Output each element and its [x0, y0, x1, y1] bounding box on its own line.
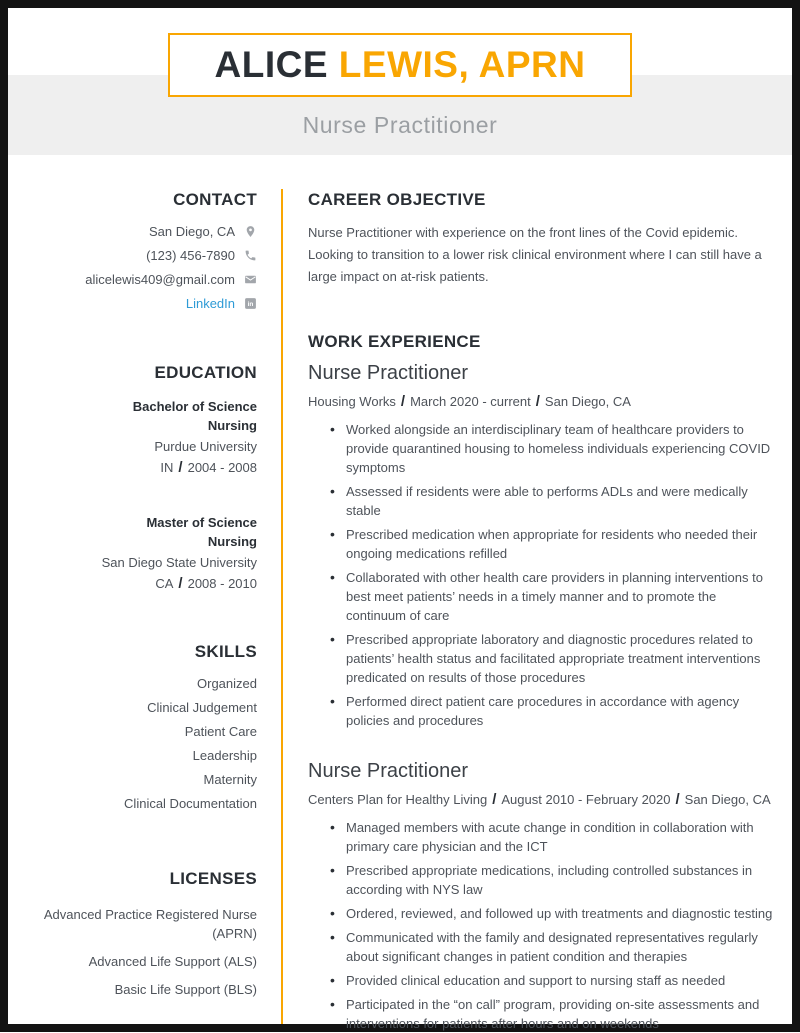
contact-item-location	[18, 224, 257, 239]
svg-text:in: in	[247, 301, 254, 309]
licenses-heading: LICENSES	[169, 869, 257, 888]
contact-email-label: alicelewis409@gmail.com	[85, 272, 235, 287]
separator-slash: /	[178, 459, 183, 476]
contact-heading: CONTACT	[173, 190, 257, 209]
sidebar	[8, 155, 281, 1024]
job-role: Nurse Practitioner	[308, 362, 469, 384]
header	[8, 8, 792, 155]
job-company: Centers Plan for Healthy Living	[308, 792, 488, 807]
education-entry	[18, 397, 257, 477]
job-bullet: • Worked alongside an interdisciplinary team of healthcare providers to provide quarantined housing to homeless individuals experiencing COVID symptoms	[346, 420, 778, 477]
job-bullet: • Ordered, reviewed, and followed up with treatments and diagnostic testing	[346, 904, 778, 923]
job-role: Nurse Practitioner	[308, 760, 469, 782]
education-section	[18, 363, 257, 593]
skills-section	[18, 642, 257, 811]
license-item: Advanced Practice Registered Nurse (APRN)	[43, 907, 257, 941]
job-bullet-list	[308, 420, 778, 730]
page-subtitle: Nurse Practitioner	[302, 112, 498, 138]
job-entry	[308, 760, 778, 1033]
education-state: CA	[155, 576, 174, 591]
skill-item: Leadership	[192, 748, 257, 763]
separator-slash: /	[178, 575, 183, 592]
license-item: Advanced Life Support (ALS)	[88, 954, 257, 969]
job-meta	[308, 791, 778, 808]
education-years: 2004 - 2008	[187, 460, 257, 475]
education-years: 2008 - 2010	[187, 576, 257, 591]
job-bullet: • Prescribed appropriate medications, including controlled substances in according with NYS law	[346, 861, 778, 899]
job-entry	[308, 362, 778, 730]
licenses-section	[18, 869, 257, 999]
separator-slash: /	[492, 791, 497, 808]
skill-item: Maternity	[203, 772, 257, 787]
job-company: Housing Works	[308, 394, 396, 409]
job-bullet: • Prescribed medication when appropriate for residents who needed their ongoing medications refilled	[346, 525, 778, 563]
linkedin-icon[interactable]	[244, 297, 257, 310]
job-location: San Diego, CA	[684, 792, 771, 807]
contact-location-label: San Diego, CA	[149, 224, 235, 239]
skills-heading: SKILLS	[194, 642, 257, 661]
contact-item-email	[18, 272, 257, 287]
separator-slash: /	[400, 393, 406, 410]
work-experience-section	[308, 332, 778, 1033]
phone-icon	[244, 249, 257, 262]
job-bullet: • Communicated with the family and designated representatives regularly about significant changes in patient condition and therapies	[346, 928, 778, 966]
main-column	[283, 155, 792, 1031]
school-name: San Diego State University	[101, 555, 257, 570]
career-objective-heading: CAREER OBJECTIVE	[308, 190, 486, 209]
skill-item: Clinical Documentation	[124, 796, 257, 811]
job-bullet: • Assessed if residents were able to performs ADLs and were medically stable	[346, 482, 778, 520]
career-objective-text: Nurse Practitioner with experience on the front lines of the Covid epidemic. Looking to transition to a lower risk clinical environment where I can still have a large impact on at-risk patients.	[308, 225, 762, 284]
skill-item: Clinical Judgement	[147, 700, 257, 715]
career-objective-section	[308, 190, 778, 288]
job-bullet: • Prescribed appropriate laboratory and diagnostic procedures related to patients’ health status and facilitated appropriate treatment interventions predicated on results of those procedures	[346, 630, 778, 687]
job-dates: August 2010 - February 2020	[501, 792, 671, 807]
content	[8, 155, 792, 1031]
job-meta	[308, 393, 778, 410]
location-pin-icon	[244, 225, 257, 238]
job-dates: March 2020 - current	[410, 394, 531, 409]
work-experience-heading: WORK EXPERIENCE	[308, 332, 481, 351]
license-item: Basic Life Support (BLS)	[114, 982, 257, 997]
job-bullet: • Provided clinical education and support to nursing staff as needed	[346, 971, 778, 990]
education-state: IN	[160, 460, 174, 475]
job-location: San Diego, CA	[544, 394, 631, 409]
separator-slash: /	[535, 393, 540, 410]
contact-phone-label: (123) 456-7890	[146, 248, 235, 263]
contact-item-phone	[18, 248, 257, 263]
job-bullet-list	[308, 818, 778, 1033]
skill-item: Organized	[197, 676, 257, 691]
skill-item: Patient Care	[184, 724, 257, 739]
degree-name: Bachelor of Science Nursing	[132, 399, 257, 433]
education-dates	[18, 574, 257, 593]
contact-item-linkedin	[18, 296, 257, 311]
education-heading: EDUCATION	[154, 363, 257, 382]
job-bullet: • Managed members with acute change in condition in collaboration with primary care physician and the ICT	[346, 818, 778, 856]
separator-slash: /	[675, 791, 680, 808]
school-name: Purdue University	[154, 439, 257, 454]
name-accent: LEWIS, APRN	[338, 44, 586, 85]
job-bullet: • Participated in the “on call” program, providing on-site assessments and interventions for patients after hours and on weekends	[346, 995, 778, 1033]
contact-section	[18, 190, 257, 311]
linkedin-link[interactable]: LinkedIn	[185, 296, 235, 311]
job-bullet: • Collaborated with other health care providers in planning interventions to best meet patients’ needs in a timely manner and to promote the continuum of care	[346, 568, 778, 625]
name-box	[168, 33, 632, 97]
envelope-icon	[244, 273, 257, 286]
degree-name: Master of Science Nursing	[146, 515, 257, 549]
name-first: ALICE	[214, 44, 339, 85]
education-dates	[18, 458, 257, 477]
education-entry	[18, 513, 257, 593]
job-bullet: • Performed direct patient care procedures in accordance with agency policies and procedures	[346, 692, 778, 730]
